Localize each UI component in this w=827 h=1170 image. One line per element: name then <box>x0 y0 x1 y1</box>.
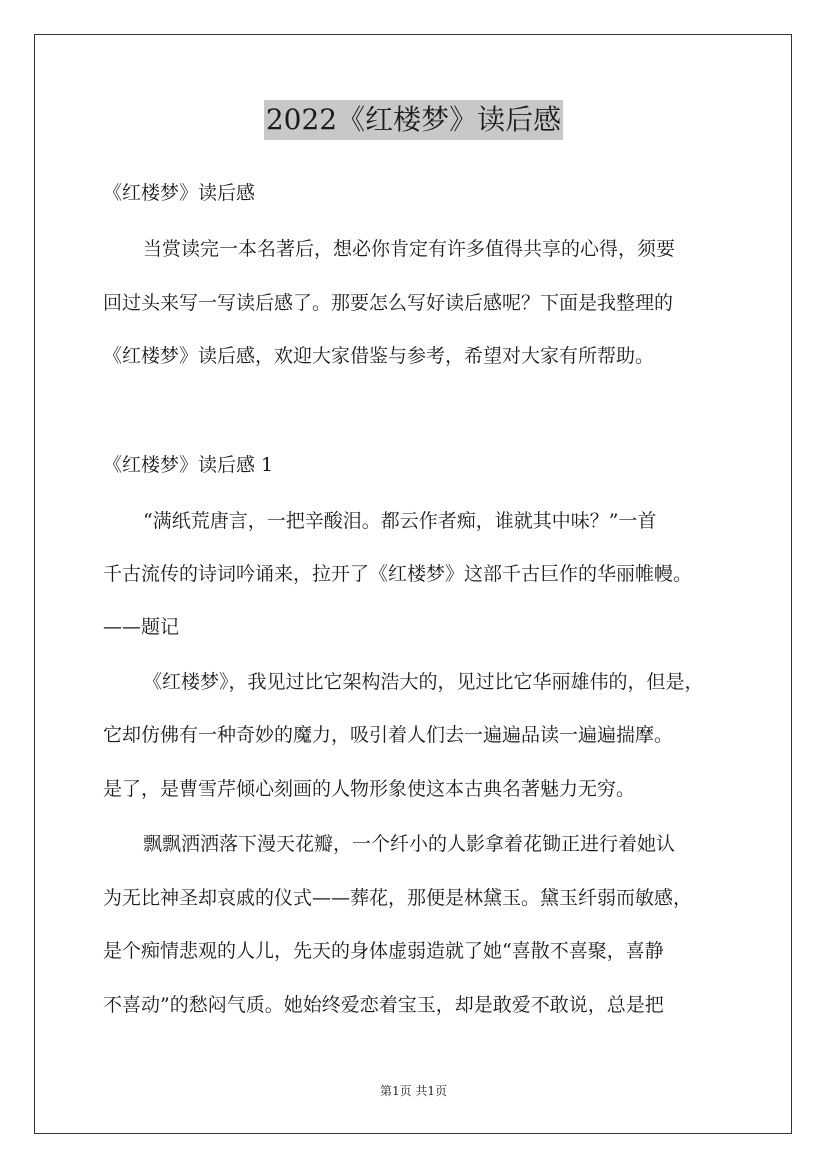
paragraph-line: 回过头来写一写读后感了。那要怎么写好读后感呢？下面是我整理的 <box>103 292 674 314</box>
paragraph-line: 是个痴情悲观的人儿，先天的身体虚弱造就了她“喜散不喜聚，喜静 <box>103 940 664 962</box>
section-heading-1: 《红楼梦》读后感 1 <box>103 454 274 476</box>
paragraph-line: 是了，是曹雪芹倾心刻画的人物形象使这本古典名著魅力无穷。 <box>103 778 636 800</box>
paragraph-line: 不喜动”的愁闷气质。她始终爱恋着宝玉，却是敢爱不敢说，总是把 <box>103 994 664 1016</box>
paragraph-line: 它却仿佛有一种奇妙的魔力，吸引着人们去一遍遍品读一遍遍揣摩。 <box>103 724 674 746</box>
paragraph-line: 为无比神圣却哀戚的仪式——葬花，那便是林黛玉。黛玉纤弱而敏感， <box>103 887 693 909</box>
paragraph-line: 千古流传的诗词吟诵来，拉开了《红楼梦》这部千古巨作的华丽帷幔。 <box>103 563 693 585</box>
paragraph-line: 《红楼梦》，我见过比它架构浩大的，见过比它华丽雄伟的，但是， <box>143 671 704 693</box>
paragraph-line: 当赏读完一本名著后，想必你肯定有许多值得共享的心得，须要 <box>143 238 676 260</box>
title-container <box>0 100 827 140</box>
paragraph-line: 飘飘洒洒落下漫天花瓣，一个纤小的人影拿着花锄正进行着她认 <box>143 833 676 855</box>
document-title: 2022《红楼梦》读后感 <box>264 100 563 140</box>
page-footer <box>0 1083 827 1099</box>
section-heading-intro: 《红楼梦》读后感 <box>103 182 256 204</box>
epigraph-attribution: ——题记 <box>103 616 180 638</box>
page-number-label: 第1页 共1页 <box>379 1084 448 1098</box>
paragraph-line: 《红楼梦》读后感，欢迎大家借鉴与参考，希望对大家有所帮助。 <box>103 345 655 367</box>
paragraph-line: “满纸荒唐言，一把辛酸泪。都云作者痴，谁就其中味？”一首 <box>143 510 657 532</box>
